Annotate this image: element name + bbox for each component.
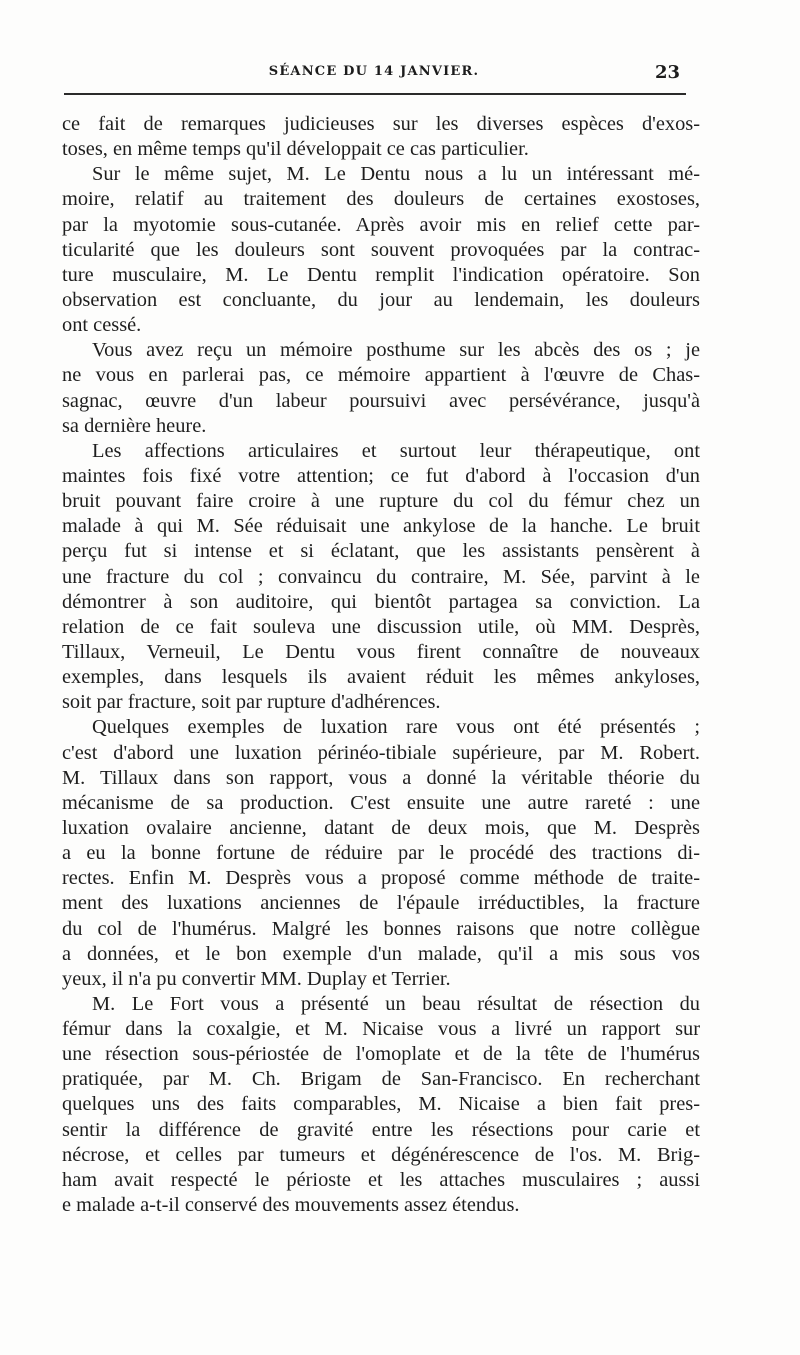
text-line: a eu la bonne fortune de réduire par le procédé des tractions di-	[62, 842, 700, 865]
paragraph	[62, 439, 700, 716]
text-line: démontrer à son auditoire, qui bientôt partagea sa conviction. La	[62, 590, 700, 613]
text-line: ment des luxations anciennes de l'épaule irréductibles, la fracture	[62, 892, 700, 915]
text-line: c'est d'abord une luxation périnéo-tibiale supérieure, par M. Robert.	[62, 741, 700, 764]
text-line: Sur le même sujet, M. Le Dentu nous a lu un intéressant mé-	[92, 163, 700, 186]
text-line: sagnac, œuvre d'un labeur poursuivi avec persévérance, jusqu'à	[62, 389, 700, 412]
text-line: observation est concluante, du jour au lendemain, les douleurs	[62, 288, 700, 311]
paragraph	[62, 162, 700, 338]
text-line: mécanisme de sa production. C'est ensuite une autre rareté : une	[62, 791, 700, 814]
text-line: relation de ce fait souleva une discussion utile, où MM. Desprès,	[62, 615, 700, 638]
paragraph	[62, 715, 700, 992]
text-line: yeux, il n'a pu convertir MM. Duplay et Terrier.	[62, 967, 451, 990]
text-line: sentir la différence de gravité entre les résections pour carie et	[62, 1118, 700, 1141]
text-line: Tillaux, Verneuil, Le Dentu vous firent connaître de nouveaux	[62, 640, 700, 663]
text-line: soit par fracture, soit par rupture d'adhérences.	[62, 691, 441, 714]
text-line: e malade a-t-il conservé des mouvements assez étendus.	[62, 1194, 520, 1217]
text-line: moire, relatif au traitement des douleurs de certaines exostoses,	[62, 188, 700, 211]
body-text	[62, 112, 700, 1218]
text-line: M. Le Fort vous a présenté un beau résultat de résection du	[92, 992, 700, 1015]
text-line: M. Tillaux dans son rapport, vous a donné la véritable théorie du	[62, 766, 700, 789]
text-line: toses, en même temps qu'il développait ce cas particulier.	[62, 138, 529, 161]
text-line: maintes fois fixé votre attention; ce fut d'abord à l'occasion d'un	[62, 464, 700, 487]
paragraph	[62, 992, 700, 1218]
text-line: quelques uns des faits comparables, M. Nicaise a bien fait pres-	[62, 1093, 700, 1116]
text-line: une fracture du col ; convaincu du contraire, M. Sée, parvint à le	[62, 565, 700, 588]
text-line: une résection sous-périostée de l'omoplate et de la tête de l'humérus	[62, 1043, 700, 1066]
text-line: ture musculaire, M. Le Dentu remplit l'indication opératoire. Son	[62, 263, 700, 286]
text-line: ce fait de remarques judicieuses sur les diverses espèces d'exos-	[62, 113, 700, 135]
text-line: ne vous en parlerai pas, ce mémoire appartient à l'œuvre de Chas-	[62, 364, 700, 387]
text-line: ticularité que les douleurs sont souvent provoquées par la contrac-	[62, 238, 700, 261]
text-line: pratiquée, par M. Ch. Brigam de San-Francisco. En recherchant	[62, 1068, 700, 1091]
page-number: 23	[654, 62, 680, 83]
text-line: rectes. Enfin M. Desprès vous a proposé comme méthode de traite-	[62, 867, 700, 890]
text-line: ont cessé.	[62, 314, 142, 337]
text-line: fémur dans la coxalgie, et M. Nicaise vous a livré un rapport sur	[62, 1018, 700, 1041]
running-header	[62, 62, 686, 88]
text-line: ham avait respecté le périoste et les attaches musculaires ; aussi	[62, 1168, 700, 1191]
text-line: nécrose, et celles par tumeurs et dégénérescence de l'os. M. Brig-	[62, 1143, 700, 1166]
text-line: malade à qui M. Sée réduisait une ankylose de la hanche. Le bruit	[62, 515, 700, 538]
text-line: a données, et le bon exemple d'un malade, qu'il a mis sous vos	[62, 942, 700, 965]
text-line: Les affections articulaires et surtout leur thérapeutique, ont	[92, 439, 700, 462]
header-rule	[64, 93, 686, 95]
text-line: bruit pouvant faire croire à une rupture du col du fémur chez un	[62, 490, 700, 513]
header-title: SÉANCE DU 14 JANVIER.	[268, 64, 480, 79]
text-line: perçu fut si intense et si éclatant, que les assistants pensèrent à	[62, 540, 700, 563]
text-line: exemples, dans lesquels ils avaient réduit les mêmes ankyloses,	[62, 666, 700, 689]
text-line: sa dernière heure.	[62, 414, 207, 437]
text-line: Quelques exemples de luxation rare vous ont été présentés ;	[92, 716, 700, 739]
text-line: par la myotomie sous-cutanée. Après avoir mis en relief cette par-	[62, 213, 700, 236]
text-line: du col de l'humérus. Malgré les bonnes raisons que notre collègue	[62, 917, 700, 940]
paragraph	[62, 338, 700, 439]
text-line: Vous avez reçu un mémoire posthume sur les abcès des os ; je	[92, 339, 700, 362]
paragraph	[62, 112, 700, 162]
text-line: luxation ovalaire ancienne, datant de deux mois, que M. Desprès	[62, 816, 700, 839]
